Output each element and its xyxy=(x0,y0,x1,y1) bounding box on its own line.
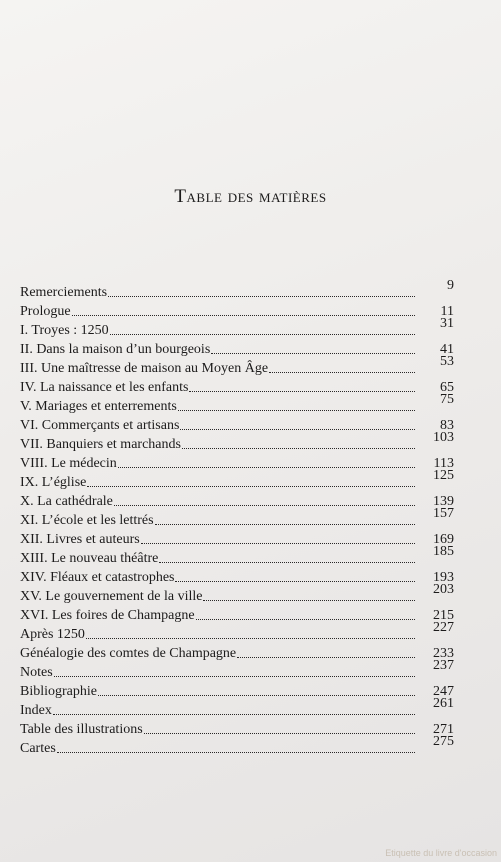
dot-leader xyxy=(180,429,415,430)
toc-entry-label: Index xyxy=(20,703,52,718)
table-of-contents xyxy=(20,278,454,758)
dot-leader xyxy=(155,524,415,525)
toc-entry-page-number: 227 xyxy=(433,620,454,635)
dot-leader xyxy=(189,391,415,392)
toc-entry-label: Après 1250 xyxy=(20,627,85,642)
toc-entry-label: IV. La naissance et les enfants xyxy=(20,380,189,395)
dot-leader xyxy=(144,733,415,734)
toc-entry-label: VIII. Le médecin xyxy=(20,456,117,471)
toc-entry-page-number: 31 xyxy=(440,316,454,331)
toc-entry-page-number: 125 xyxy=(433,468,454,483)
dot-leader xyxy=(86,638,415,639)
dot-leader xyxy=(57,752,415,753)
dot-leader xyxy=(178,410,415,411)
toc-entry-label: Prologue xyxy=(20,304,71,319)
toc-entry xyxy=(20,530,454,549)
toc-entry-page-number: 11 xyxy=(440,304,454,319)
toc-entry xyxy=(20,658,454,682)
toc-entry-page-number: 83 xyxy=(440,418,454,433)
toc-entry-page-number: 233 xyxy=(433,646,454,661)
toc-entry xyxy=(20,582,454,606)
toc-entry xyxy=(20,682,454,701)
toc-entry xyxy=(20,544,454,568)
toc-entry xyxy=(20,506,454,530)
toc-entry xyxy=(20,734,454,758)
dot-leader xyxy=(196,619,415,620)
toc-entry xyxy=(20,302,454,321)
dot-leader xyxy=(114,505,415,506)
toc-entry xyxy=(20,696,454,720)
toc-entry-page-number: 203 xyxy=(433,582,454,597)
toc-entry-page-number: 215 xyxy=(433,608,454,623)
toc-entry-page-number: 261 xyxy=(433,696,454,711)
toc-entry-label: VI. Commerçants et artisans xyxy=(20,418,180,433)
dot-leader xyxy=(110,334,415,335)
toc-entry xyxy=(20,644,454,663)
toc-entry-page-number: 193 xyxy=(433,570,454,585)
toc-entry-label: IX. L’église xyxy=(20,475,87,490)
page-title: Table des matières xyxy=(174,186,327,207)
toc-entry xyxy=(20,430,454,454)
toc-entry-page-number: 103 xyxy=(433,430,454,445)
toc-entry-page-number: 9 xyxy=(447,278,454,293)
toc-entry xyxy=(20,606,454,625)
toc-entry-page-number: 65 xyxy=(440,380,454,395)
toc-entry-label: Bibliographie xyxy=(20,684,97,699)
toc-entry xyxy=(20,454,454,473)
dot-leader xyxy=(53,714,415,715)
dot-leader xyxy=(159,562,415,563)
toc-entry xyxy=(20,392,454,416)
toc-entry-page-number: 185 xyxy=(433,544,454,559)
dot-leader xyxy=(237,657,415,658)
toc-entry-label: XII. Livres et auteurs xyxy=(20,532,140,547)
toc-entry-page-number: 75 xyxy=(440,392,454,407)
dot-leader xyxy=(203,600,415,601)
toc-entry-label: Notes xyxy=(20,665,53,680)
toc-entry xyxy=(20,340,454,359)
dot-leader xyxy=(108,296,415,297)
toc-entry-label: II. Dans la maison d’un bourgeois xyxy=(20,342,211,357)
dot-leader xyxy=(175,581,415,582)
toc-entry-label: Généalogie des comtes de Champagne xyxy=(20,646,237,661)
toc-entry xyxy=(20,720,454,739)
toc-entry xyxy=(20,568,454,587)
toc-entry-label: XIII. Le nouveau théâtre xyxy=(20,551,159,566)
dot-leader xyxy=(182,448,415,449)
dot-leader xyxy=(269,372,415,373)
toc-entry-page-number: 53 xyxy=(440,354,454,369)
dot-leader xyxy=(211,353,415,354)
toc-entry-label: XI. L’école et les lettrés xyxy=(20,513,154,528)
toc-entry-label: Remerciements xyxy=(20,285,108,300)
dot-leader xyxy=(72,315,415,316)
toc-entry xyxy=(20,620,454,644)
toc-entry-page-number: 169 xyxy=(433,532,454,547)
toc-entry xyxy=(20,416,454,435)
toc-entry-label: Table des illustrations xyxy=(20,722,143,737)
toc-entry-page-number: 275 xyxy=(433,734,454,749)
toc-entry xyxy=(20,492,454,511)
toc-entry xyxy=(20,378,454,397)
toc-entry-page-number: 41 xyxy=(440,342,454,357)
dot-leader xyxy=(98,695,415,696)
watermark-text: Etiquette du livre d'occasion xyxy=(385,848,497,858)
toc-entry-label: XIV. Fléaux et catastrophes xyxy=(20,570,175,585)
toc-entry-page-number: 237 xyxy=(433,658,454,673)
toc-entry-page-number: 139 xyxy=(433,494,454,509)
toc-entry xyxy=(20,354,454,378)
toc-entry-label: I. Troyes : 1250 xyxy=(20,323,109,338)
dot-leader xyxy=(54,676,415,677)
toc-entry-page-number: 247 xyxy=(433,684,454,699)
toc-entry xyxy=(20,468,454,492)
toc-entry xyxy=(20,316,454,340)
dot-leader xyxy=(87,486,415,487)
dot-leader xyxy=(118,467,415,468)
dot-leader xyxy=(141,543,415,544)
toc-entry-label: III. Une maîtresse de maison au Moyen Âge xyxy=(20,361,269,376)
toc-entry-page-number: 157 xyxy=(433,506,454,521)
toc-entry-label: X. La cathédrale xyxy=(20,494,113,509)
toc-entry-label: VII. Banquiers et marchands xyxy=(20,437,181,452)
toc-entry-label: Cartes xyxy=(20,741,56,756)
toc-entry-page-number: 271 xyxy=(433,722,454,737)
toc-entry-label: V. Mariages et enterrements xyxy=(20,399,177,414)
toc-entry-label: XV. Le gouvernement de la ville xyxy=(20,589,203,604)
toc-entry-page-number: 113 xyxy=(433,456,454,471)
toc-entry xyxy=(20,278,454,302)
toc-entry-label: XVI. Les foires de Champagne xyxy=(20,608,195,623)
